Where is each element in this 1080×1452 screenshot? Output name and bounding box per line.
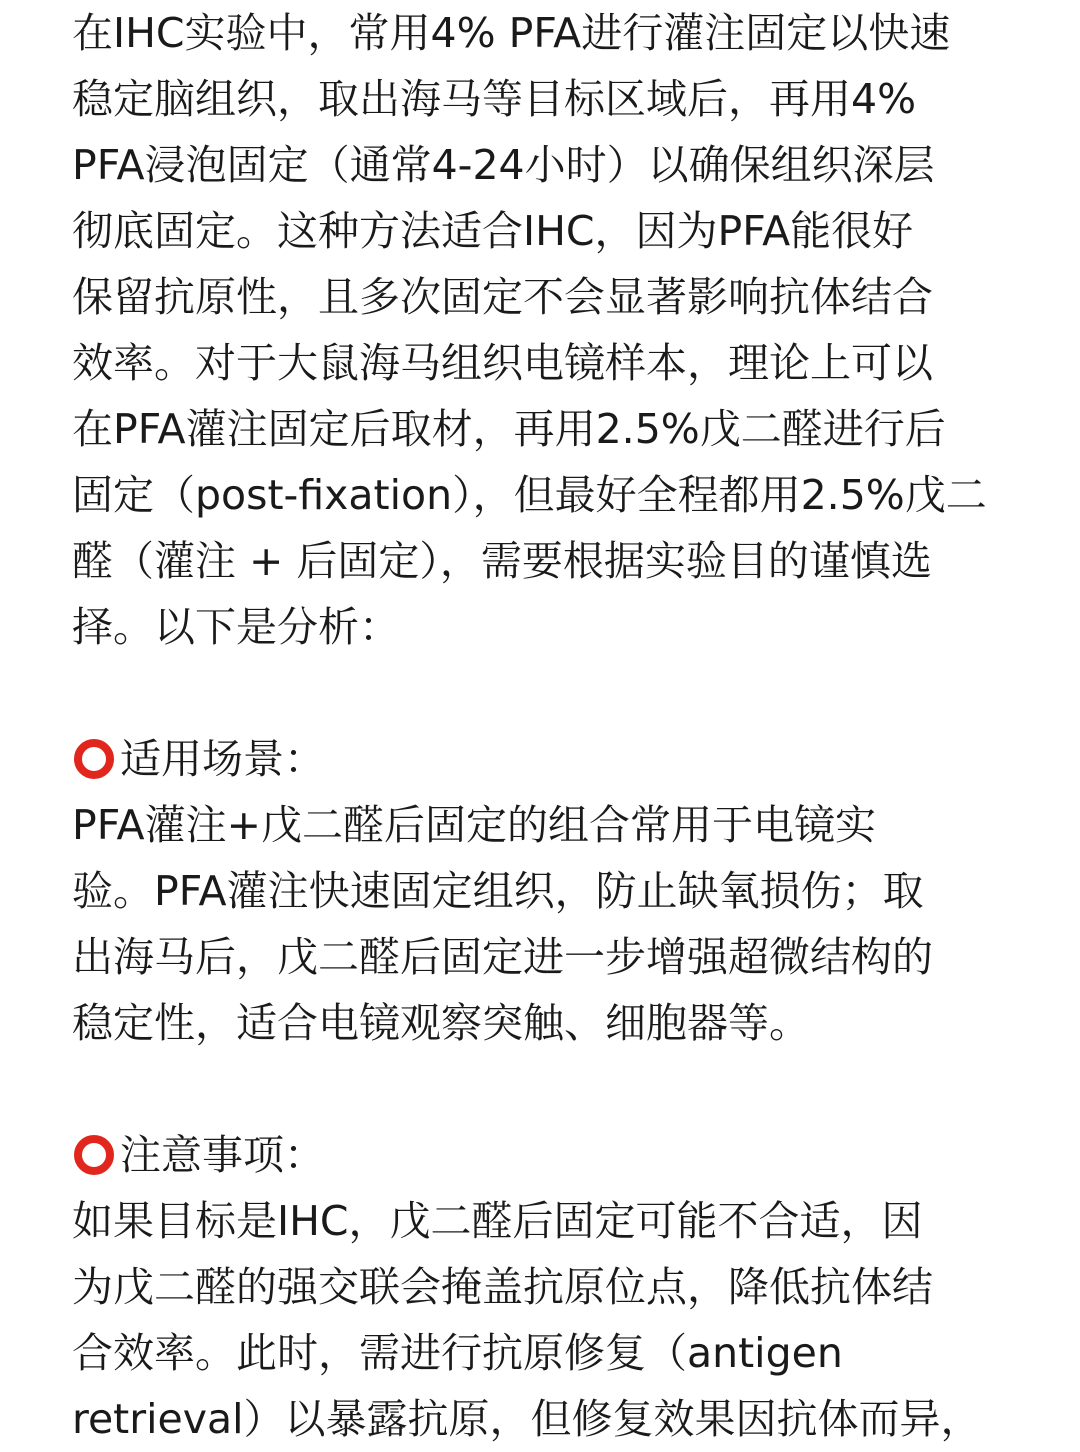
paragraph-line: PFA浸泡固定（通常4-24小时）以确保组织深层 bbox=[72, 141, 935, 189]
red-circle-icon bbox=[74, 739, 114, 779]
paragraph-line: 择。以下是分析： bbox=[72, 603, 400, 651]
paragraph-line: 在PFA灌注固定后取材，再用2.5%戊二醛进行后 bbox=[72, 405, 946, 453]
paragraph-line: 为戊二醛的强交联会掩盖抗原位点，降低抗体结 bbox=[72, 1263, 933, 1311]
paragraph-line: 稳定脑组织，取出海马等目标区域后，再用4% bbox=[72, 75, 917, 123]
paragraph-line: retrieval）以暴露抗原，但修复效果因抗体而异， bbox=[72, 1395, 982, 1443]
paragraph-line: 彻底固定。这种方法适合IHC，因为PFA能很好 bbox=[72, 207, 914, 255]
paragraph-line: 效率。对于大鼠海马组织电镜样本，理论上可以 bbox=[72, 339, 933, 387]
section-precautions bbox=[72, 1122, 1032, 1452]
red-circle-icon bbox=[74, 1135, 114, 1175]
blank-line bbox=[72, 660, 1032, 726]
paragraph-line: 醛（灌注 + 后固定），需要根据实验目的谨慎选 bbox=[72, 537, 932, 585]
section-heading-text: 适用场景： bbox=[120, 735, 325, 783]
paragraph-line: 稳定性，适合电镜观察突触、细胞器等。 bbox=[72, 999, 810, 1047]
section-heading-text: 注意事项： bbox=[120, 1131, 325, 1179]
paragraph-line: 在IHC实验中，常用4% PFA进行灌注固定以快速 bbox=[72, 9, 951, 57]
paragraph-line: 固定（post-fixation），但最好全程都用2.5%戊二 bbox=[72, 471, 987, 519]
section-heading bbox=[72, 1122, 1032, 1188]
paragraph-line: 出海马后，戊二醛后固定进一步增强超微结构的 bbox=[72, 933, 933, 981]
intro-paragraph bbox=[72, 0, 1032, 660]
paragraph-line: 如果目标是IHC，戊二醛后固定可能不合适，因 bbox=[72, 1197, 923, 1245]
paragraph-line: 合效率。此时，需进行抗原修复（antigen bbox=[72, 1329, 843, 1377]
blank-line bbox=[72, 1056, 1032, 1122]
article-body bbox=[72, 0, 1032, 1452]
paragraph-line: 保留抗原性，且多次固定不会显著影响抗体结合 bbox=[72, 273, 933, 321]
paragraph-line: PFA灌注+戊二醛后固定的组合常用于电镜实 bbox=[72, 801, 876, 849]
section-heading bbox=[72, 726, 1032, 792]
section-applicable-scenarios bbox=[72, 726, 1032, 1056]
paragraph-line: 验。PFA灌注快速固定组织，防止缺氧损伤；取 bbox=[72, 867, 924, 915]
